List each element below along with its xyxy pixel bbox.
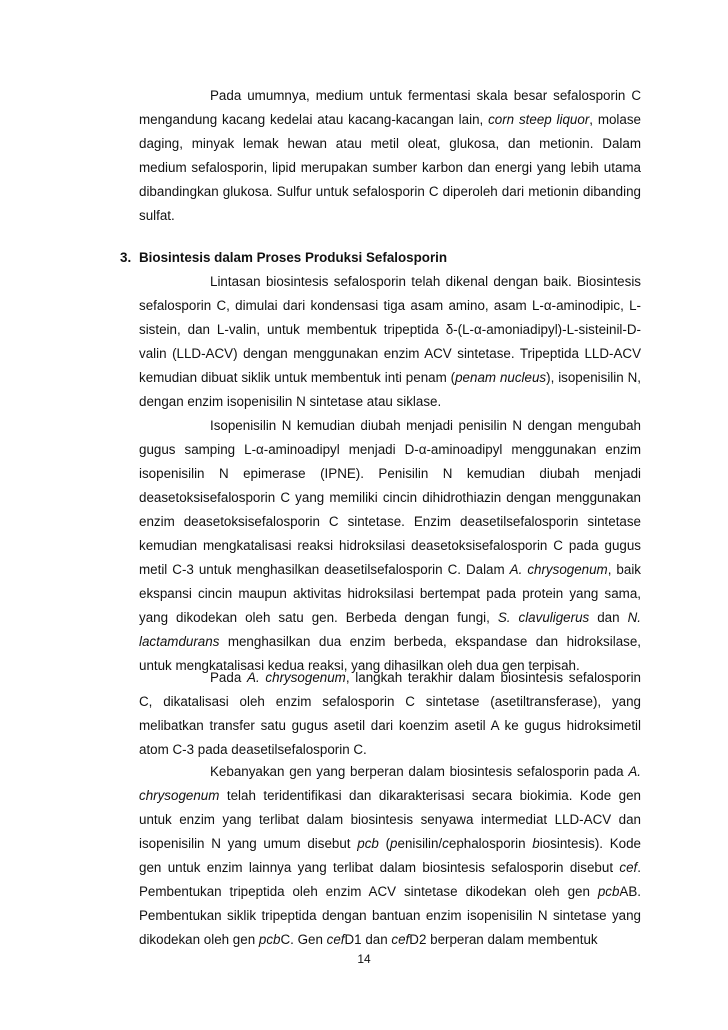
- italic-term: cef: [619, 860, 638, 875]
- paragraph-gen-biosintesis: Kebanyakan gen yang berperan dalam biosintesis sefalosporin pada A. chrysogenum telah teridentifikasi dan dikarakterisasi secara biokimia. Kode gen untuk enzim yang terlibat dalam biosintesis senyawa intermediat LLD-ACV dan isopenisilin N yang umum disebut pcb (penisilin/cephalosporin biosintesis). Kode gen untuk enzim lainnya yang terlibat dalam biosintesis sefalosporin disebut cef. Pembentukan tripeptida oleh enzim ACV sintetase dikodekan oleh gen pcbAB. Pembentukan siklik tripeptida dengan bantuan enzim isopenisilin N sintetase yang dikodekan oleh gen pcbC. Gen cefD1 dan cefD2 berperan dalam membentuk: [139, 764, 642, 947]
- italic-term: cef: [391, 932, 410, 947]
- paragraph-isopenisilin-n: Isopenisilin N kemudian diubah menjadi penisilin N dengan mengubah gugus samping L-α-aminoadipyl menjadi D-α-aminoadipyl menggunakan enzim isopenisilin N epimerase (IPNE). Penisilin N kemudian diubah menjadi deasetoksisefalosporin C yang memiliki cincin dihidrothiazin dengan menggunakan enzim deasetoksisefalosporin C sintetase. Enzim deasetilsefalosporin sintetase kemudian mengkatalisasi reaksi hidroksilasi deasetoksisefalosporin C pada gugus metil C-3 untuk menghasilkan deasetilsefalosporin C. Dalam A. chrysogenum, baik ekspansi cincin maupun aktivitas hidroksilasi bertempat pada protein yang sama, yang dikodekan oleh satu gen. Berbeda dengan fungi, S. clavuligerus dan N. lactamdurans menghasilkan dua enzim berbeda, ekspandase dan hidroksilase, untuk mengkatalisasi kedua reaksi, yang dihasilkan oleh dua gen terpisah.: [139, 418, 642, 673]
- paragraph-medium-fermentasi: Pada umumnya, medium untuk fermentasi skala besar sefalosporin C mengandung kacang kedelai atau kacang-kacangan lain, corn steep liquor, molase daging, minyak lemak hewan atau metil oleat, glukosa, dan metionin. Dalam medium sefalosporin, lipid merupakan sumber karbon dan energi yang lebih utama dibandingkan glukosa. Sulfur untuk sefalosporin C diperoleh dari metionin dibanding sulfat.: [139, 88, 641, 223]
- page-number: 14: [357, 952, 371, 966]
- italic-term: A. chrysogenum: [247, 670, 346, 685]
- section-number: 3.: [120, 250, 132, 265]
- italic-term: c: [442, 836, 449, 851]
- italic-term: A. chrysogenum: [139, 764, 641, 803]
- italic-term: penam nucleus: [455, 370, 547, 385]
- italic-term: pcb: [597, 884, 620, 899]
- italic-term: pcb: [357, 836, 379, 851]
- section-heading: [120, 246, 640, 270]
- section-title: Biosintesis dalam Proses Produksi Sefalosporin: [139, 250, 448, 265]
- paragraph-langkah-terakhir: Pada A. chrysogenum, langkah terakhir dalam biosintesis sefalosporin C, dikatalisasi oleh enzim sefalosporin C sintetase (asetiltransferase), yang melibatkan transfer satu gugus asetil dari koenzim asetil A ke gugus hidroksimetil atom C-3 pada deasetilsefalosporin C.: [139, 670, 641, 757]
- italic-term: p: [390, 836, 398, 851]
- italic-term: A. chrysogenum: [509, 562, 608, 577]
- italic-term: pcb: [258, 932, 281, 947]
- italic-term: b: [532, 836, 540, 851]
- paragraph-lintasan-biosintesis: Lintasan biosintesis sefalosporin telah dikenal dengan baik. Biosintesis sefalosporin C, dimulai dari kondensasi tiga asam amino, asam L-α-aminodipic, L-sistein, dan L-valin, untuk membentuk tripeptida δ-(L-α-amoniadipyl)-L-sisteinil-D-valin (LLD-ACV) dengan menggunakan enzim ACV sintetase. Tripeptida LLD-ACV kemudian dibuat siklik untuk membentuk inti penam (penam nucleus), isopenisilin N, dengan enzim isopenisilin N sintetase atau siklase.: [139, 274, 641, 409]
- italic-term: corn steep liquor: [488, 112, 590, 127]
- italic-term: cef: [326, 932, 345, 947]
- italic-term: S. clavuligerus: [497, 610, 590, 625]
- italic-term: N. lactamdurans: [139, 610, 641, 649]
